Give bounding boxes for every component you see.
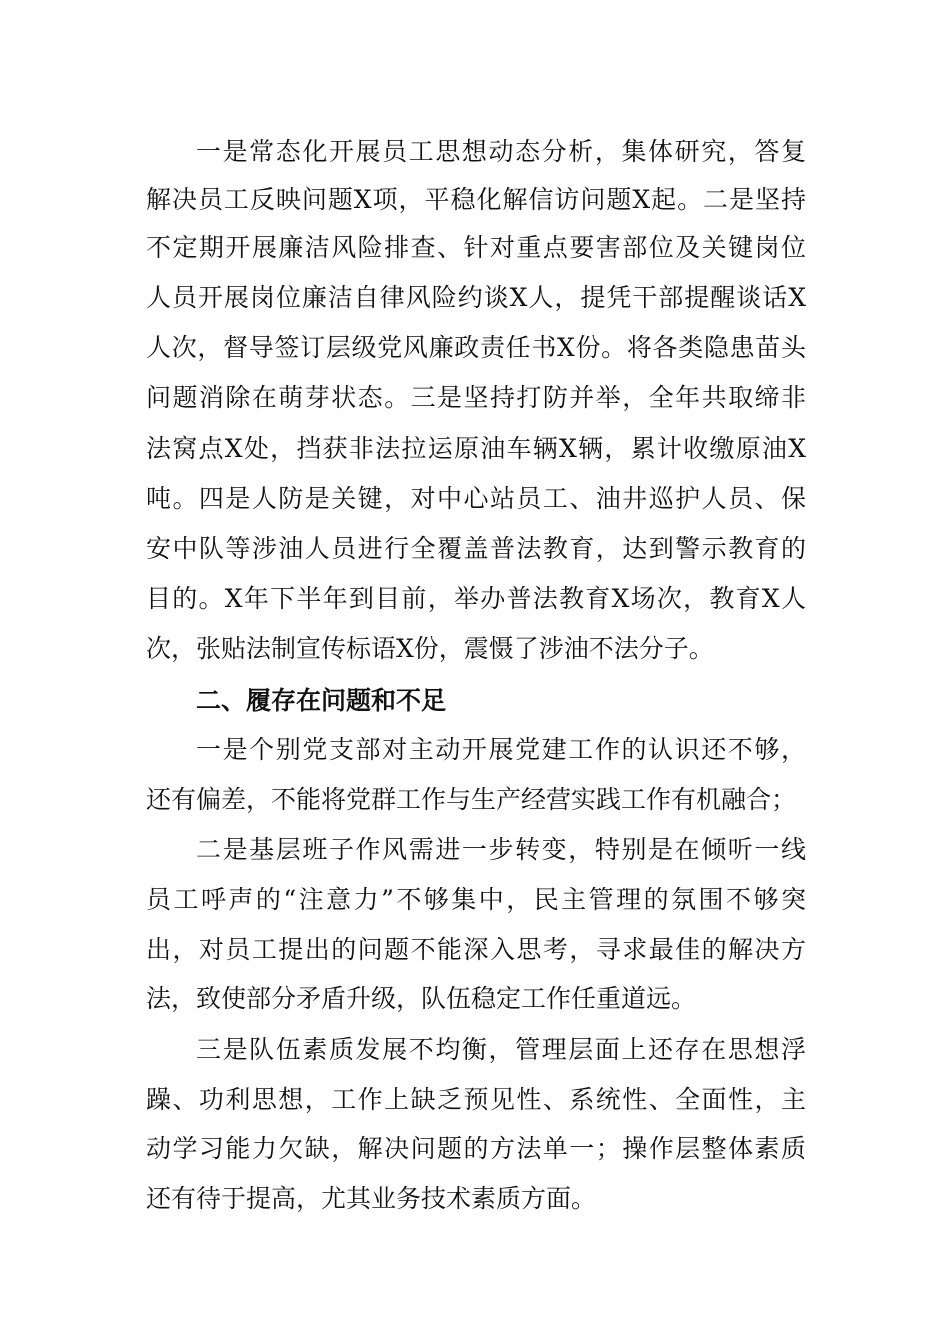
paragraph-1-line-11: 次，张贴法制宣传标语X份，震慑了涉油不法分子。 <box>146 634 714 663</box>
paragraph-1-line-7: 法窝点X处，挡获非法拉运原油车辆X辆，累计收缴原油X <box>146 434 806 463</box>
paragraph-4-line-1: 三是队伍素质发展不均衡，管理层面上还存在思想浮 <box>196 1035 806 1064</box>
section-heading: 二、履存在问题和不足 <box>196 686 447 715</box>
paragraph-3-line-4: 法，致使部分矛盾升级，队伍稳定工作任重道远。 <box>146 984 697 1013</box>
paragraph-1-line-2: 解决员工反映问题X项，平稳化解信访问题X起。二是坚持 <box>146 185 806 214</box>
paragraph-1-line-3: 不定期开展廉洁风险排查、针对重点要害部位及关键岗位 <box>146 233 806 262</box>
paragraph-3-line-2: 员工呼声的“注意力”不够集中，民主管理的氛围不够突 <box>146 885 806 914</box>
paragraph-2-line-2: 还有偏差，不能将党群工作与生产经营实践工作有机融合； <box>146 785 797 814</box>
paragraph-1-line-5: 人次，督导签订层级党风廉政责任书X份。将各类隐患苗头 <box>146 333 806 362</box>
paragraph-1-line-1: 一是常态化开展员工思想动态分析，集体研究，答复 <box>196 137 806 166</box>
paragraph-1-line-9: 安中队等涉油人员进行全覆盖普法教育，达到警示教育的 <box>146 534 806 563</box>
paragraph-2-line-1: 一是个别党支部对主动开展党建工作的认识还不够， <box>196 735 806 764</box>
paragraph-3-line-3: 出，对员工提出的问题不能深入思考，寻求最佳的解决方 <box>146 935 806 964</box>
paragraph-1-line-4: 人员开展岗位廉洁自律风险约谈X人，提凭干部提醒谈话X <box>146 283 806 312</box>
paragraph-1-line-10: 目的。X年下半年到目前，举办普法教育X场次，教育X人 <box>146 584 806 613</box>
paragraph-4-line-2: 躁、功利思想，工作上缺乏预见性、系统性、全面性，主 <box>146 1085 806 1114</box>
paragraph-4-line-4: 还有待于提高，尤其业务技术素质方面。 <box>146 1184 597 1213</box>
paragraph-4-line-3: 动学习能力欠缺，解决问题的方法单一；操作层整体素质 <box>146 1134 806 1163</box>
paragraph-3-line-1: 二是基层班子作风需进一步转变，特别是在倾听一线 <box>196 835 806 864</box>
paragraph-1-line-8: 吨。四是人防是关键，对中心站员工、油井巡护人员、保 <box>146 484 806 513</box>
paragraph-1-line-6: 问题消除在萌芽状态。三是坚持打防并举，全年共取缔非 <box>146 383 806 412</box>
